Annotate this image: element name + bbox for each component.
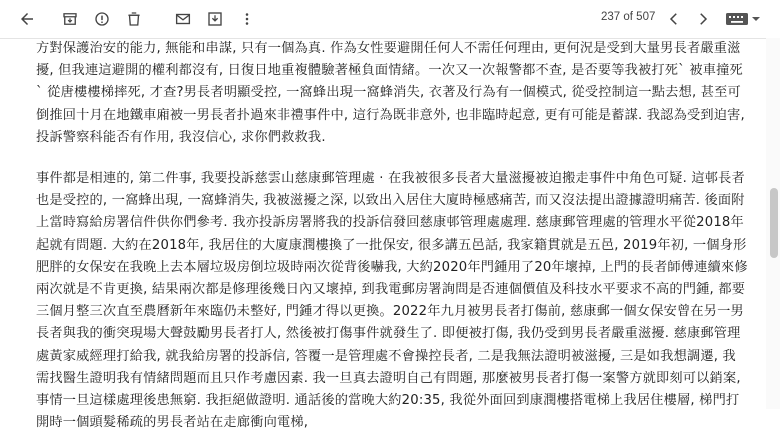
keyboard-icon[interactable] (725, 9, 765, 29)
scrollbar[interactable] (766, 38, 780, 409)
email-paragraph: 方對保護治安的能力, 無能和串謀, 只有一個為真. 作為女性要避開任何人不需任何理由, 更何況是受到大量男長者嚴重滋擾, 但我連這避開的權利都沒有, 日復日地重複體驗著極負面情緒。一次又一次報警都不查, 是否要等我被打死` 被車撞死` 從唐樓樓梯摔死, 才查?男長者明顯受控, 一窩蜂出現一窩蜂消失, 衣著及行為有一個模式, 從受控制這一點去想, 甚至可倒推回十月在地鐵車廂被一男長者扑過來非禮事件中, 這行為既非意外, 也非臨時起意, 更有可能是蓄謀. 我認為受到迫害, 投訴警察科能否有作用, 我沒信心, 求你們救救我. (36, 41, 745, 145)
chevron-down-icon (751, 14, 761, 24)
back-arrow-icon[interactable] (14, 6, 40, 32)
email-paragraph: 事件都是相連的, 第二件事, 我要投訴慈雲山慈康郵管理處 · 在我被很多長者大量滋擾被迫搬走事件中角色可疑. 這邨長者也是受控的, 一窩蜂出現, 一窩蜂消失, 我被滋擾之深, 以致出入居住大廈時極感痛苦, 而又沒法提出證據證明痛苦. 後面附上當時寫給房署信件供你們參考. 我亦投訴房署將我的投訴信發回慈康邨管理處處理. 慈康郵管理處的管理水平從2018年起就有問題. 大約在2018年, 我居住的大廈康潤樓換了一批保安, 很多講五邑話, 我家籍貫就是五邑, 2019年初, 一個身形肥胖的女保安在我晚上去本層垃圾房倒垃圾時兩次從背後嚇我, 大約2020年門鍾用了20年壞掉, 上門的長者師傅連續來修兩次就是不肯更換, 結果兩次都是修理後幾日內又壞掉, 到我電郵房署詢問是否連個價值及科技水平要求不高的門鍾, 都要三個月整三次直至農曆新年來臨仍未整好, 門鍾才得以更換。2022年九月被男長者打傷前, 慈康郵一個女保安曾在另一男長者與我的衝突現場大聲鼓勵男長者打人, 然後被打傷事件就發生了. 即便被打傷, 我仍受到男長者嚴重滋擾. 慈康郵管理處黃家威經理打給我, 就我給房署的投訴信, 答覆一是管理處不會操控長者, 二是我無法證明被滋擾, 三是如我想調遷, 我需找醫生證明我有情緒問題而且只作考慮因素. 我一旦真去證明自己有問題, 那麼被男長者打傷一案警方就即刻可以銷案, 事情一旦這樣處理後患無窮. 我拒絕做證明. 通話後的當晚大約20:35, 我從外面回到康潤樓搭電梯上我居住樓層, 梯門打開時一個頭髮稀疏的男長者站在走廊衝向電梯, (36, 171, 748, 431)
page-counter: 237 of 507 (601, 11, 656, 23)
next-icon[interactable] (690, 6, 716, 32)
email-body (36, 38, 748, 431)
more-icon[interactable] (234, 6, 260, 32)
delete-icon[interactable] (121, 6, 147, 32)
archive-icon[interactable] (57, 6, 83, 32)
email-toolbar (0, 0, 780, 39)
report-spam-icon[interactable] (89, 6, 115, 32)
scrollbar-thumb[interactable] (770, 188, 778, 258)
prev-icon[interactable] (661, 6, 687, 32)
mark-unread-icon[interactable] (170, 6, 196, 32)
move-to-icon[interactable] (202, 6, 228, 32)
